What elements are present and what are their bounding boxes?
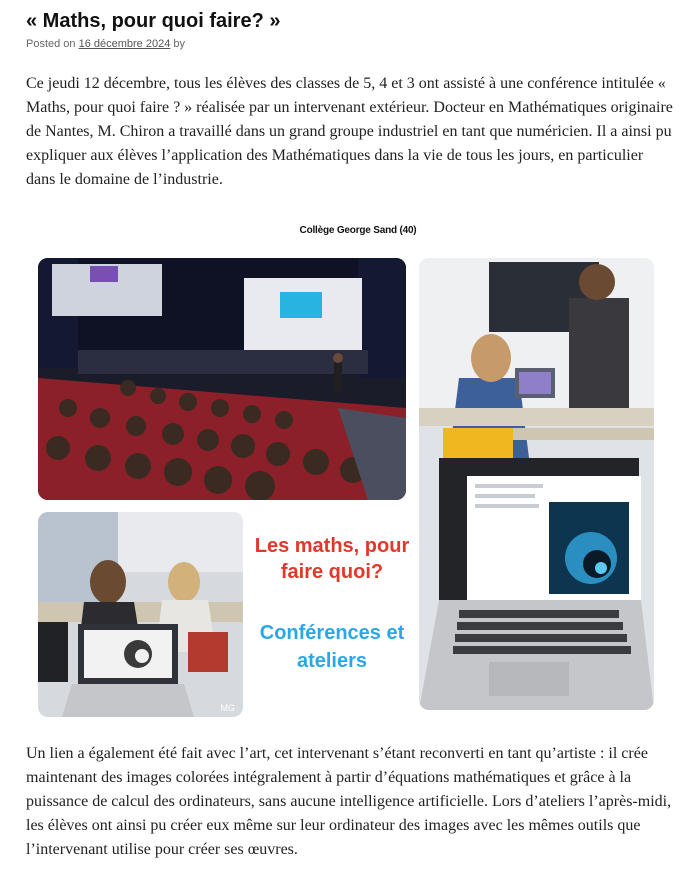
promo-heading: Les maths, pour faire quoi? [254,535,410,583]
photographer-signature: MG [220,703,235,713]
intro-paragraph: Ce jeudi 12 décembre, tous les élèves des classes de 5, 4 et 3 ont assisté à une conférence intitulée « Maths, pour quoi faire ? » réalisée par un intervenant extérieur. Docteur en Mathématiques originaire de Nantes, M. Chiron a travaillé dans un grand groupe industriel en tant que numéricien. Il a ainsi pu expliquer aux élèves l’application des Mathématiques dans la vie de tous les jours, en particulier dans le domaine de l’industrie. [26,75,673,188]
outro-paragraph: Un lien a également été fait avec l’art, cet intervenant s’étant reconverti en tant qu’artiste : il crée maintenant des images colorées intégralement à partir d’équations mathématiques et grâce à la puissance de calcul des ordinateurs, sans aucune intelligence artificielle. Lors d’ateliers l’après-midi, les élèves ont ainsi pu créer eux même sur leur ordinateur des images avec les mêmes outils que l’intervenant utilise pour créer ses œuvres. [26,745,672,858]
workshop-photo [38,512,243,717]
by-label: by [170,38,186,50]
classroom-laptop-photo [419,258,654,710]
posted-on-label: Posted on [26,38,79,50]
auditorium-photo [38,258,406,500]
post-meta [26,38,185,50]
collage-title: Collège George Sand (40) [299,225,417,236]
post-date-link[interactable]: 16 décembre 2024 [78,38,171,50]
promo-subheading: Conférences et ateliers [259,622,405,672]
post-title: « Maths, pour quoi faire? » [26,10,281,32]
promo-text-block [250,533,414,675]
